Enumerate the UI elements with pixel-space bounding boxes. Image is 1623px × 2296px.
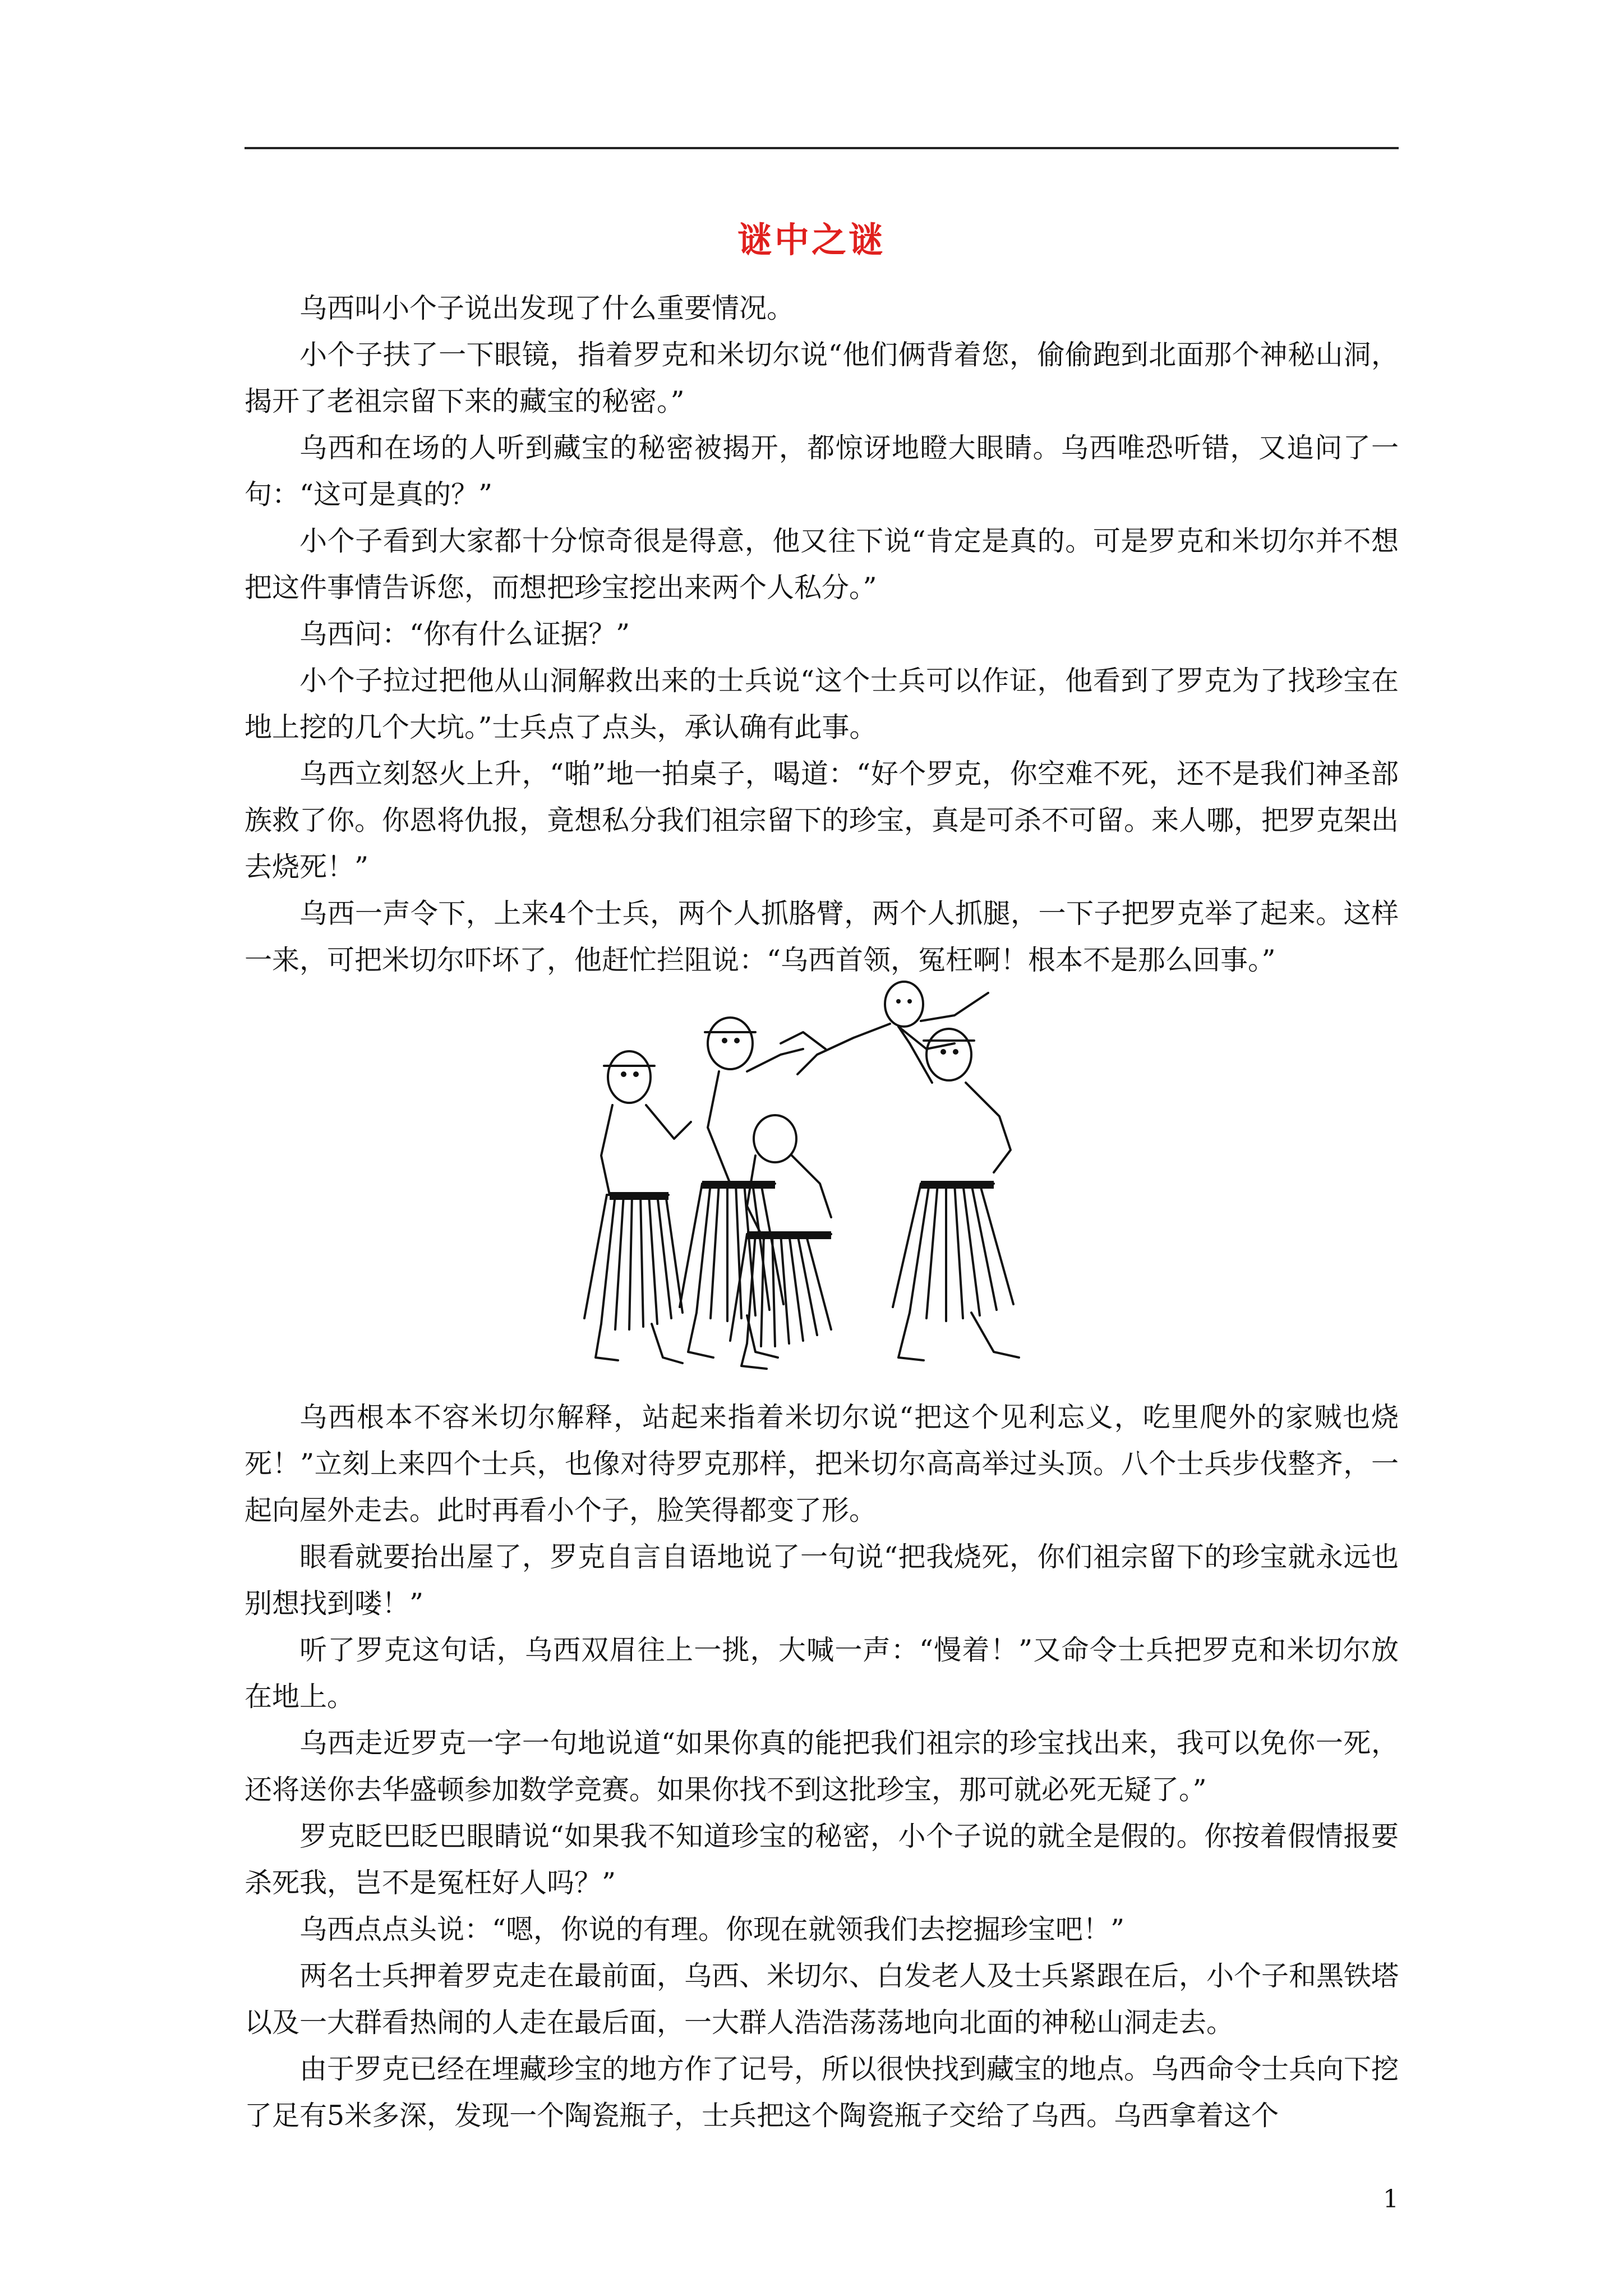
paragraph: 乌西和在场的人听到藏宝的秘密被揭开，都惊讶地瞪大眼睛。乌西唯恐听错，又追问了一句：“这可是真的？” (245, 432, 1399, 510)
illustration-soldiers-lifting-roc (562, 970, 1061, 1374)
paragraph: 小个子扶了一下眼镜，指着罗克和米切尔说“他们俩背着您，偷偷跑到北面那个神秘山洞，揭开了老祖宗留下来的藏宝的秘密。” (245, 339, 1399, 417)
paragraph: 乌西点点头说：“嗯，你说的有理。你现在就领我们去挖掘珍宝吧！” (299, 1913, 1125, 1945)
text-block-top (245, 285, 1399, 983)
paragraph: 眼看就要抬出屋了，罗克自言自语地说了一句说“把我烧死，你们祖宗留下的珍宝就永远也别想找到喽！” (245, 1541, 1399, 1619)
text-block-bottom (245, 1394, 1399, 2139)
paragraph: 乌西根本不容米切尔解释，站起来指着米切尔说“把这个见利忘义，吃里爬外的家贼也烧死！”立刻上来四个士兵，也像对待罗克那样，把米切尔高高举过头顶。八个士兵步伐整齐，一起向屋外走去。此时再看小个子，脸笑得都变了形。 (245, 1401, 1399, 1526)
paragraph: 乌西一声令下，上来4个士兵，两个人抓胳臂，两个人抓腿，一下子把罗克举了起来。这样一来，可把米切尔吓坏了，他赶忙拦阻说：“乌西首领，冤枉啊！根本不是那么回事。” (245, 898, 1399, 976)
header-rule (245, 147, 1399, 149)
paragraph: 听了罗克这句话，乌西双眉往上一挑，大喊一声：“慢着！”又命令士兵把罗克和米切尔放在地上。 (245, 1634, 1399, 1713)
paragraph: 乌西走近罗克一字一句地说道“如果你真的能把我们祖宗的珍宝找出来，我可以免你一死，还将送你去华盛顿参加数学竞赛。如果你找不到这批珍宝，那可就必死无疑了。” (245, 1727, 1399, 1806)
paragraph: 小个子拉过把他从山洞解救出来的士兵说“这个士兵可以作证，他看到了罗克为了找珍宝在地上挖的几个大坑。”士兵点了点头，承认确有此事。 (245, 665, 1399, 743)
paragraph: 由于罗克已经在埋藏珍宝的地方作了记号，所以很快找到藏宝的地点。乌西命令士兵向下挖了足有5米多深，发现一个陶瓷瓶子，士兵把这个陶瓷瓶子交给了乌西。乌西拿着这个 (245, 2053, 1399, 2132)
paragraph: 罗克眨巴眨巴眼睛说“如果我不知道珍宝的秘密，小个子说的就全是假的。你按着假情报要杀死我，岂不是冤枉好人吗？” (245, 1820, 1399, 1899)
page-title: 谜中之谜 (737, 219, 886, 260)
paragraph: 乌西叫小个子说出发现了什么重要情况。 (299, 292, 795, 324)
paragraph: 乌西立刻怒火上升，“啪”地一拍桌子，喝道：“好个罗克，你空难不死，还不是我们神圣部族救了你。你恩将仇报，竟想私分我们祖宗留下的珍宝，真是可杀不可留。来人哪，把罗克架出去烧死！” (245, 758, 1399, 883)
paragraph: 两名士兵押着罗克走在最前面，乌西、米切尔、白发老人及士兵紧跟在后，小个子和黑铁塔以及一大群看热闹的人走在最后面，一大群人浩浩荡荡地向北面的神秘山洞走去。 (245, 1960, 1399, 2039)
page-number: 1 (1383, 2185, 1399, 2214)
paragraph: 小个子看到大家都十分惊奇很是得意，他又往下说“肯定是真的。可是罗克和米切尔并不想把这件事情告诉您，而想把珍宝挖出来两个人私分。” (245, 525, 1399, 604)
paragraph: 乌西问：“你有什么证据？” (299, 618, 630, 650)
